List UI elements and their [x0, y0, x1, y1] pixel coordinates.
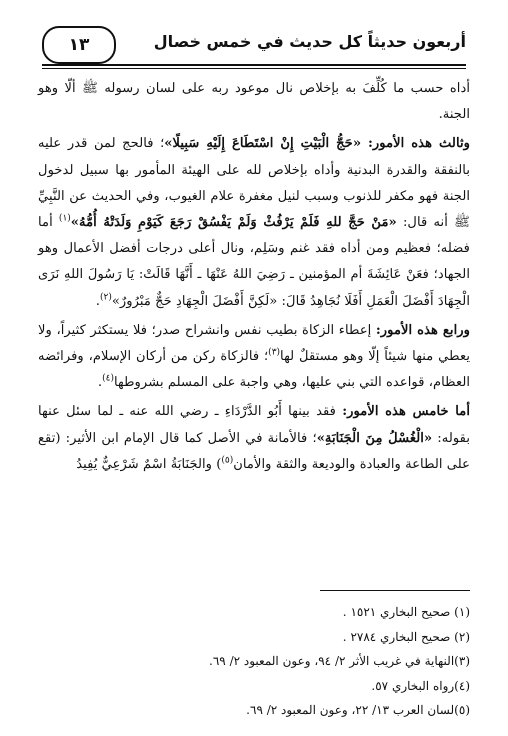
main-text — [38, 76, 470, 481]
paragraph-3-text-b: ؛ فالزكاة ركن من أركان الإسلام، وفرائضه العظام، قواعده التي بني عليها، وهي واجبة على المسلم بشروطها — [38, 349, 470, 391]
hadith-quote-1: «مَنْ حَجَّ للهِ فَلَمْ يَرْفُثْ وَلَمْ يَفْسُقْ رَجَعَ كَيَوْمِ وَلَدَتْهُ أُمُّهُ» — [70, 215, 397, 231]
footnote-ref-4: (٤) — [102, 373, 114, 384]
paragraph-4-text-a: فقد بينها أَبُو الدَّرْدَاءِ ـ رضي الله عنه ـ لما سئل عنها بقوله: — [38, 404, 470, 446]
page-header — [42, 26, 466, 62]
paragraph-2-text-b: أما فضله؛ فعظيم ومن أداه فقد غنم وسَلِم، ونال أعلى درجات أفضل الأعمال وهو الجهاد؛ فعَنْ عَائِشَةَ أم المؤمنين ـ رَضِيَ اللهُ عَنْهَا ـ أَنَّهَا قَالَتْ: يَا رَسُولَ اللهِ نَرَى الْجِهَادَ أَفْضَلَ الْعَمَلِ أَفَلَا نُجَاهِدُ قَالَ: «لَكِنَّ أَفْضَلَ الْجِهَادِ حَجٌّ مَبْرُورٌ» — [38, 215, 470, 309]
hadith-quote-2: «الْغُسْلُ مِنَ الْجَنَابَةِ» — [316, 430, 433, 446]
paragraph-4-text-c: ) والجَنَابَةُ اسْمٌ شَرْعِيٌّ يُفِيدُ — [76, 456, 222, 472]
paragraph-3 — [38, 318, 470, 397]
paragraph-2-text-a: ؛ فالحج لمن قدر عليه بالنفقة والقدرة البدنية وأداه بإخلاص لله على الهيئة المأمور بها سبيل لدخول الجنة فهو مكفر للذنوب وسبب لنيل مغفرة علام الغيوب، وفي الحديث عن النَّبِيِّ ﷺ أنه قال: — [38, 136, 470, 231]
running-title: أربعون حديثاً كل حديث في خمس خصال — [153, 32, 466, 51]
footnote-4: (٤)رواه البخاري ٥٧. — [371, 678, 470, 693]
paragraph-4-text-b: ؛ فالأمانة في الأصل كما قال الإمام ابن الأثير: (تقع على الطاعة والعبادة والوديعة والثقة والأمان — [38, 430, 470, 472]
paragraph-2 — [38, 131, 470, 314]
paragraph-3-text-a: إعطاء الزكاة بطيب نفس وانشراح صدر؛ فلا يستكثر كثيراً، ولا يعطي منها شيئاً إلّا وهو مستقلٌ لها — [38, 322, 470, 365]
footnote-5: (٥)لسان العرب ١٣/ ٢٢، وعون المعبود ٢/ ٦٩. — [246, 703, 470, 718]
footnote-ref-2: (٢) — [99, 292, 112, 303]
footnote-3: (٣)النهاية في غريب الأثر ٢/ ٩٤، وعون المعبود ٢/ ٦٩. — [209, 654, 470, 669]
footnotes — [38, 600, 470, 723]
footnote-ref-1: (١) — [58, 213, 71, 224]
paragraph-1 — [38, 76, 470, 128]
quran-quote: «حَجُّ الْبَيْتِ إِنْ اسْتَطَاعَ إِلَيْهِ سَبِيلًا» — [164, 136, 369, 152]
footnote-ref-5: (٥) — [221, 455, 234, 466]
fourth-matter-heading: ورابع هذه الأمور: — [375, 322, 470, 338]
paragraph-1-text: أداه حسب ما كُلِّفَ به بإخلاص نال موعود ربه على لسان رسوله ﷺ ألّا وهو الجنة. — [38, 81, 470, 123]
paragraph-3-end: . — [97, 375, 103, 391]
footnote-ref-3: (٣) — [268, 347, 281, 358]
fifth-matter-heading: أما خامس هذه الأمور: — [342, 404, 470, 420]
footnote-separator — [320, 590, 470, 591]
paragraph-2-end: . — [95, 293, 100, 309]
footnote-2: (٢) صحيح البخاري ٢٧٨٤ . — [342, 629, 470, 644]
header-rule-thin — [42, 68, 466, 69]
header-rule — [42, 64, 466, 66]
paragraph-4 — [38, 399, 470, 478]
page-number-badge: ١٣ — [42, 26, 116, 64]
third-matter-heading: وثالث هذه الأمور: — [368, 136, 470, 152]
footnote-1: (١) صحيح البخاري ١٥٢١ . — [342, 605, 470, 619]
